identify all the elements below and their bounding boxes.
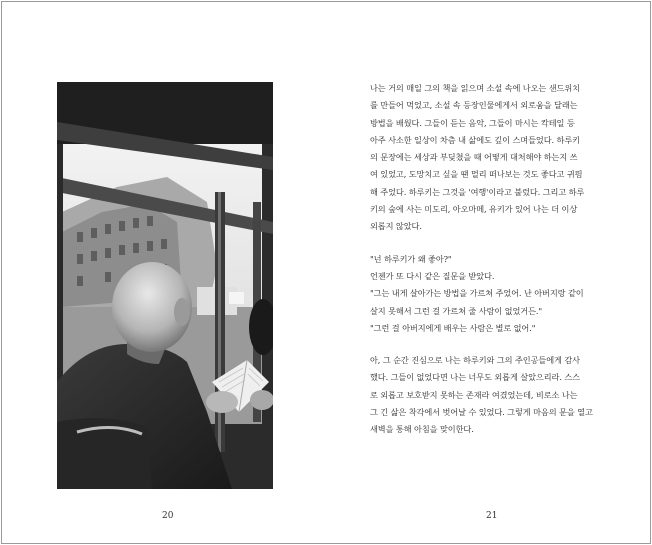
text-line: 방법을 배웠다. 그들이 듣는 음악, 그들이 마시는 칵테일 등 [370,117,575,128]
text-line: 키의 숲에 사는 미도리, 아오마메, 유키가 있어 나는 더 이상 [370,204,578,215]
right-page-number: 21 [486,511,498,521]
paragraph [370,80,606,236]
paragraph [370,251,606,337]
right-page-text [370,80,606,439]
text-line: 아, 그 순간 진심으로 나는 하루키와 그의 주인공들에게 감사 [370,355,580,366]
text-line: 살지 못해서 그런 걸 가르쳐 줄 사람이 없었거든." [370,305,543,316]
text-line: "그는 내게 살아가는 방법을 가르쳐 주었어. 난 아버지랑 같이 [370,288,584,299]
text-line: 나는 거의 매일 그의 책을 읽으며 소설 속에 나오는 샌드위치 [370,83,580,93]
bus-reader-photo [57,82,273,489]
text-line: "넌 하루키가 왜 좋아?" [370,253,452,264]
paragraph [370,352,606,438]
text-line: 그 긴 삶은 착각에서 벗어날 수 있었다. 그렇게 마음의 문을 열고 [370,407,593,418]
text-line: 했다. 그들이 없었다면 나는 너무도 외롭게 살았으리라. 스스 [370,372,580,383]
book-spread [1,1,651,544]
text-line: 언젠가 또 다시 같은 질문을 받았다. [370,270,495,281]
text-line: 해 주었다. 하루키는 그것을 '여행'이라고 불렀다. 그리고 하루 [370,186,585,197]
text-line: 외롭지 않았다. [370,221,422,232]
text-line: 새벽을 통해 아침을 맞이한다. [370,424,474,435]
text-line: 를 만들어 먹었고, 소설 속 등장인물에게서 외로움을 달래는 [370,100,578,111]
text-line: 여 있었고, 도망치고 싶을 땐 멀리 떠나보는 것도 좋다고 귀띔 [370,169,583,180]
left-page-number: 20 [162,511,174,521]
text-line: 아주 사소한 일상이 차츰 내 삶에도 깊이 스며들었다. 하루키 [370,134,580,145]
paragraph-gap [370,236,606,251]
text-line: 의 문장에는 세상과 부딪쳤을 때 어떻게 대처해야 하는지 쓰 [370,152,578,163]
text-line: "그런 걸 아버지에게 배우는 사람은 별로 없어." [370,322,536,333]
text-line: 로 외롭고 보호받지 못하는 존재라 여겼었는데, 비로소 나는 [370,389,578,400]
paragraph-gap [370,337,606,352]
